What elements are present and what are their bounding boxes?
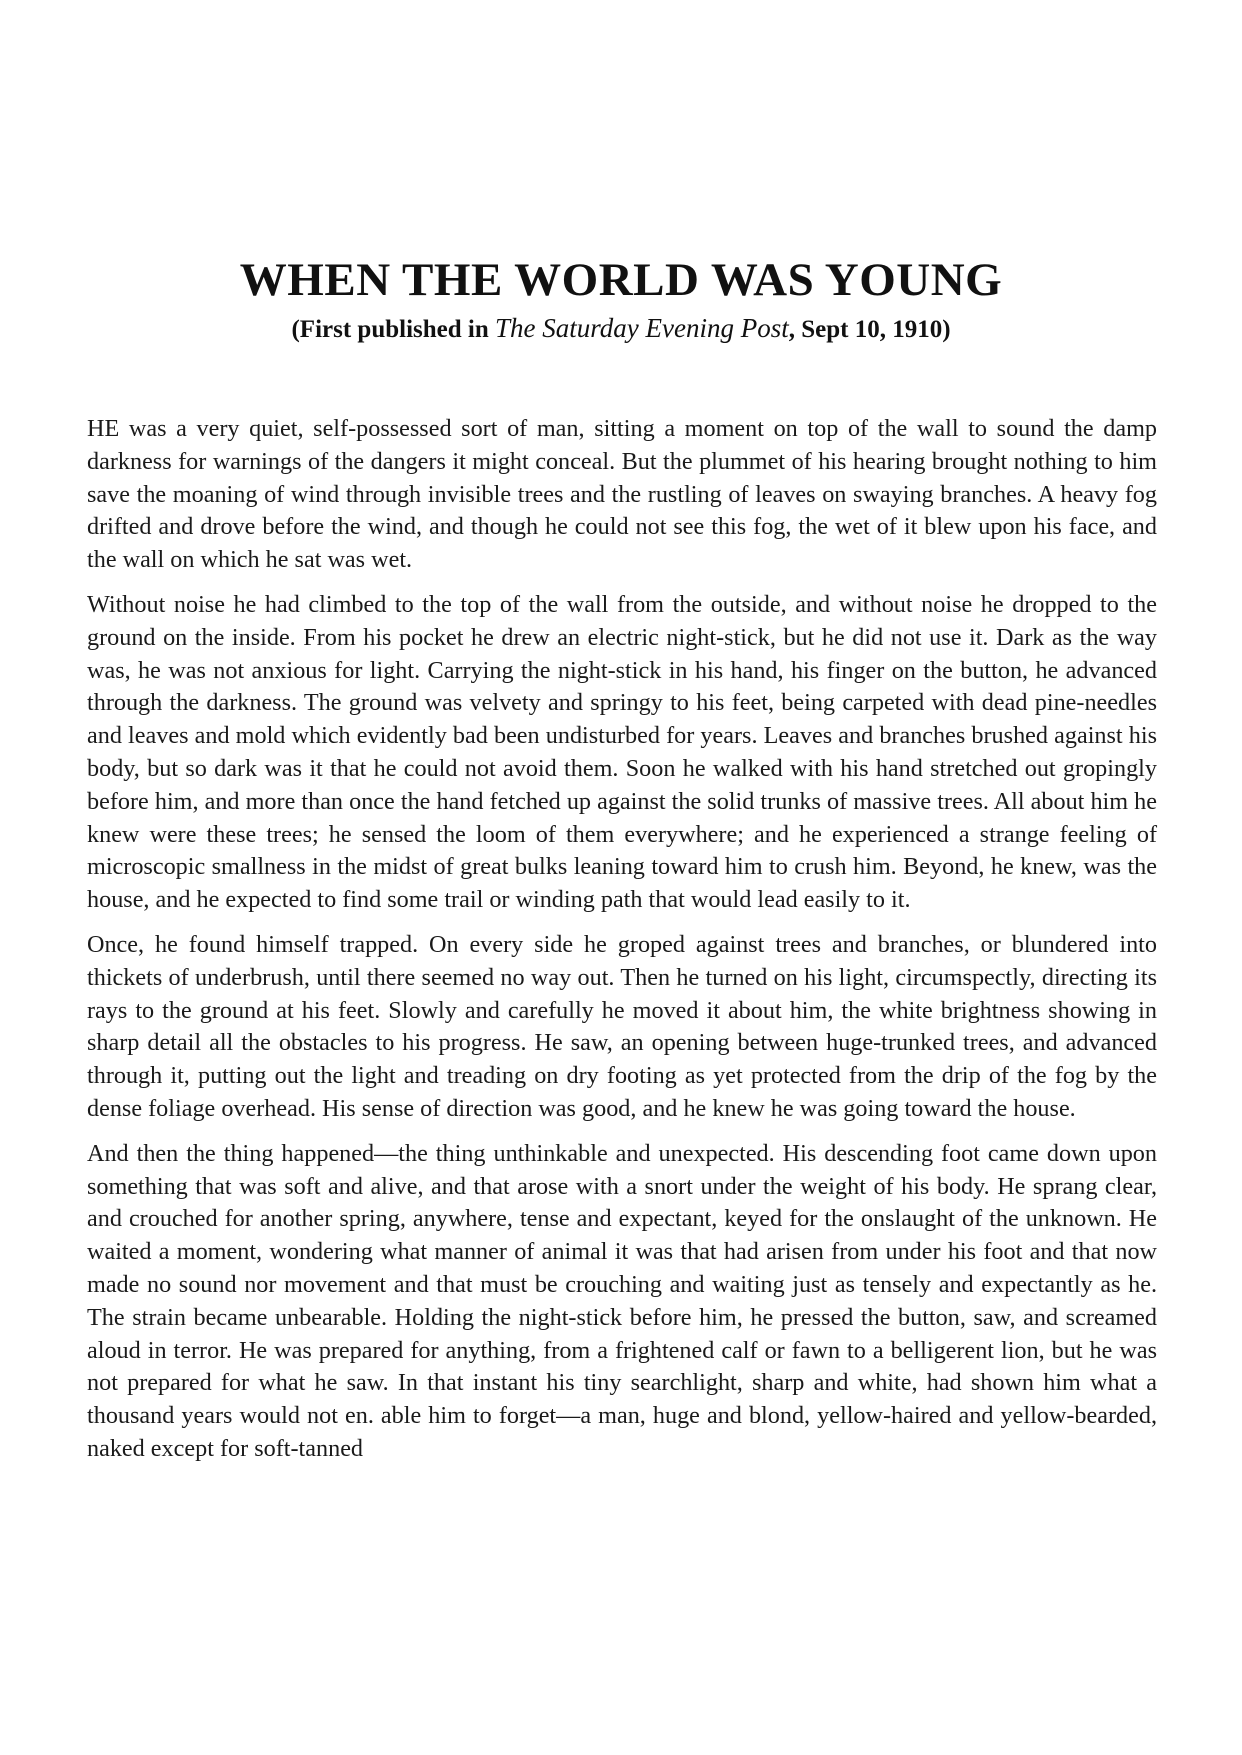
paragraph-2: Without noise he had climbed to the top of the wall from the outside, and without noise he dropped to the ground on the inside. From his pocket he drew an electric night-stick, but he did not use it. Dark as the way was, he was not anxious for light. Carrying the night-stick in his hand, his finger on the button, he advanced through the darkness. The ground was velvety and springy to his feet, being carpeted with dead pine-needles and leaves and mold which evidently bad been undisturbed for years. Leaves and branches brushed against his body, but so dark was it that he could not avoid them. Soon he walked with his hand stretched out gropingly before him, and more than once the hand fetched up against the solid trunks of massive trees. All about him he knew were these trees; he sensed the loom of them everywhere; and he experienced a strange feeling of microscopic smallness in the midst of great bulks leaning toward him to crush him. Beyond, he knew, was the house, and he expected to find some trail or winding path that would lead easily to it. [87, 590, 1157, 914]
publication-name: The Saturday Evening Post [495, 313, 789, 343]
publication-note [0, 312, 1242, 346]
title-block [0, 252, 1242, 346]
story-title: WHEN THE WORLD WAS YOUNG [239, 254, 1003, 306]
publication-note-prefix: (First published in [291, 316, 495, 343]
paragraph-1: HE was a very quiet, self-possessed sort of man, sitting a moment on top of the wall to sound the damp darkness for warnings of the dangers it might conceal. But the plummet of his hearing brought nothing to him save the moaning of wind through invisible trees and the rustling of leaves on swaying branches. A heavy fog drifted and drove before the wind, and though he could not see this fog, the wet of it blew upon his face, and the wall on which he sat was wet. [87, 415, 1157, 574]
paragraph-3: Once, he found himself trapped. On every side he groped against trees and branches, or blundered into thickets of underbrush, until there seemed no way out. Then he turned on his light, circumspectly, directing its rays to the ground at his feet. Slowly and carefully he moved it about him, the white brightness showing in sharp detail all the obstacles to his progress. He saw, an opening between huge-trunked trees, and advanced through it, putting out the light and treading on dry footing as yet protected from the drip of the fog by the dense foliage overhead. His sense of direction was good, and he knew he was going toward the house. [87, 930, 1157, 1122]
publication-note-suffix: , Sept 10, 1910) [788, 316, 951, 343]
story-body [87, 413, 1157, 1478]
paragraph-4: And then the thing happened—the thing unthinkable and unexpected. His descending foot came down upon something that was soft and alive, and that arose with a snort under the weight of his body. He sprang clear, and crouched for another spring, anywhere, tense and expectant, keyed for the onslaught of the unknown. He waited a moment, wondering what manner of animal it was that had arisen from under his foot and that now made no sound nor movement and that must be crouching and waiting just as tensely and expectantly as he. The strain became unbearable. Holding the night-stick before him, he pressed the button, saw, and screamed aloud in terror. He was prepared for anything, from a frightened calf or fawn to a belligerent lion, but he was not prepared for what he saw. In that instant his tiny searchlight, sharp and white, had shown him what a thousand years would not en. able him to forget—a man, huge and blond, yellow-haired and yellow-bearded, naked except for soft-tanned [87, 1139, 1157, 1462]
